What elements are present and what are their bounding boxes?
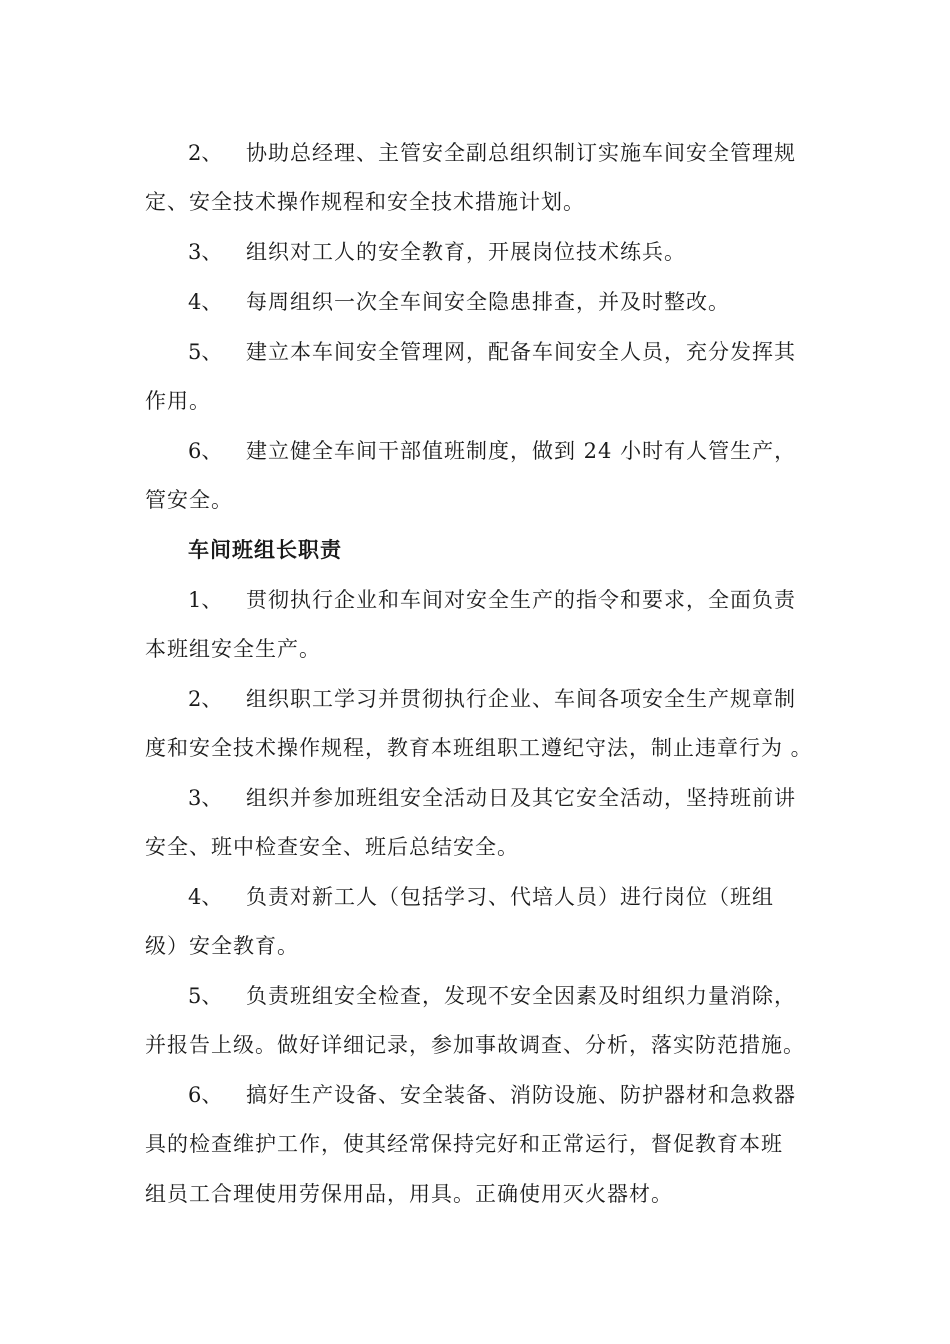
item-number: 4、 xyxy=(188,885,223,909)
item-number: 3、 xyxy=(188,786,223,810)
item-text-continued: 具的检查维护工作，使其经常保持完好和正常运行，督促教育本班 xyxy=(145,1132,783,1156)
item-text: 协助总经理、主管安全副总组织制订实施车间安全管理规 xyxy=(246,141,796,165)
item-text-continued: 组员工合理使用劳保用品，用具。正确使用灭火器材。 xyxy=(145,1182,673,1206)
item-text-continued: 安全、班中检查安全、班后总结安全。 xyxy=(145,835,519,859)
item-number: 6、 xyxy=(188,439,223,463)
item-text-continued: 定、安全技术操作规程和安全技术措施计划。 xyxy=(145,190,585,214)
item-number: 5、 xyxy=(188,984,223,1008)
item-number: 2、 xyxy=(188,141,223,165)
item-text: 建立本车间安全管理网，配备车间安全人员，充分发挥其 xyxy=(246,340,796,364)
item-text-continued: 管安全。 xyxy=(145,488,233,512)
item-number: 5、 xyxy=(188,340,223,364)
item-text: 负责班组安全检查，发现不安全因素及时组织力量消除， xyxy=(246,984,796,1008)
item-text: 搞好生产设备、安全装备、消防设施、防护器材和急救器 xyxy=(246,1083,796,1107)
item-text-continued: 本班组安全生产。 xyxy=(145,637,321,661)
item-number: 4、 xyxy=(188,290,223,314)
item-number: 3、 xyxy=(188,240,223,264)
item-text-continued: 并报告上级。做好详细记录，参加事故调查、分析，落实防范措施。 xyxy=(145,1033,805,1057)
item-number: 1、 xyxy=(188,588,223,612)
item-text: 负责对新工人（包括学习、代培人员）进行岗位（班组 xyxy=(246,885,774,909)
item-text: 组织对工人的安全教育，开展岗位技术练兵。 xyxy=(246,240,686,264)
section-heading: 车间班组长职责 xyxy=(188,537,342,562)
item-text: 每周组织一次全车间安全隐患排查，并及时整改。 xyxy=(246,290,730,314)
item-number: 6、 xyxy=(188,1083,223,1107)
item-number: 2、 xyxy=(188,687,223,711)
item-text: 组织职工学习并贯彻执行企业、车间各项安全生产规章制 xyxy=(246,687,796,711)
item-text-continued: 级）安全教育。 xyxy=(145,934,299,958)
item-text: 贯彻执行企业和车间对安全生产的指令和要求，全面负责 xyxy=(246,588,796,612)
item-text-continued: 作用。 xyxy=(145,389,211,413)
item-text-continued: 度和安全技术操作规程，教育本班组职工遵纪守法，制止违章行为 。 xyxy=(145,736,813,760)
item-text: 组织并参加班组安全活动日及其它安全活动，坚持班前讲 xyxy=(246,786,796,810)
item-text: 建立健全车间干部值班制度，做到 24 小时有人管生产， xyxy=(246,439,797,463)
